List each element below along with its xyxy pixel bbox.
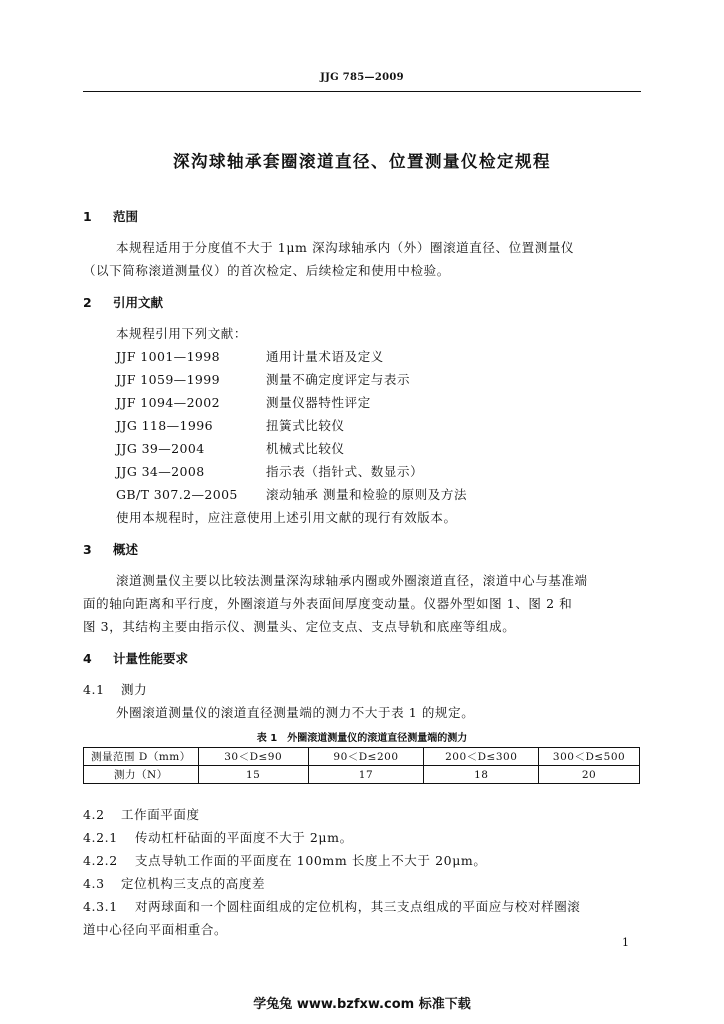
section-3-title: 概述 [113,542,139,557]
table-caption: 表 1 外圈滚道测量仪的滚道直径测量端的测力 [256,733,468,744]
subsection-number: 4.1 [83,682,105,697]
section-2-number: 2 [83,295,92,310]
reference-code: JJG 118—1996 [116,418,213,433]
section-3-line-2: 面的轴向距离和平行度，外圈滚道与外表面间厚度变动量。仪器外型如图 1、图 2 和 [83,596,573,611]
page-number: 1 [622,936,629,949]
subsection-number: 4.2.1 [83,830,118,845]
subsection-number: 4.3 [83,876,105,891]
reference-code: JJG 39—2004 [116,441,205,456]
subsection-text: 传动杠杆砧面的平面度不大于 2μm。 [135,830,353,845]
reference-item [116,416,345,434]
section-2-heading [83,293,163,311]
reference-item [116,370,410,388]
section-2-intro: 本规程引用下列文献： [116,326,248,341]
section-3-heading [83,540,138,558]
subsection-number: 4.2 [83,807,105,822]
reference-code: JJF 1001—1998 [116,349,220,364]
subsection-item [83,874,265,892]
subsection-text: 定位机构三支点的高度差 [121,876,266,891]
reference-code: JJF 1094—2002 [116,395,220,410]
header-rule [83,91,641,92]
table-header-row [84,748,640,766]
reference-code: JJF 1059—1999 [116,372,220,387]
reference-item [116,347,384,365]
reference-title: 测量不确定度评定与表示 [266,372,411,387]
reference-item [116,393,371,411]
subsection-item [83,805,200,823]
section-4-number: 4 [83,651,92,666]
section-3-line-1: 滚道测量仪主要以比较法测量深沟球轴承内圈或外圈滚道直径，滚道中心与基准端 [116,573,588,588]
subsection-title: 测力 [121,682,148,697]
reference-title: 扭簧式比较仪 [266,418,345,433]
reference-title: 机械式比较仪 [266,441,345,456]
subsection-item [83,828,353,846]
section-2-outro: 使用本规程时，应注意使用上述引用文献的现行有效版本。 [116,510,457,525]
table-cell: 20 [539,766,640,784]
subsection-text: 支点导轨工作面的平面度在 100mm 长度上不大于 20μm。 [135,853,487,868]
subsection-number: 4.2.2 [83,853,118,868]
section-1-title: 范围 [113,209,139,224]
table-row [84,766,640,784]
reference-item [116,462,423,480]
section-1-number: 1 [83,209,92,224]
section-4-heading [83,649,188,667]
section-1-line-1: 本规程适用于分度值不大于 1μm 深沟球轴承内（外）圈滚道直径、位置测量仪 [116,240,575,255]
subsection-4-1-body: 外圈滚道测量仪的滚道直径测量端的测力不大于表 1 的规定。 [116,705,475,720]
table-header-cell: 测量范围 D（mm） [84,748,199,766]
table-header-cell: 300＜D≤500 [539,748,640,766]
reference-title: 通用计量术语及定义 [266,349,384,364]
table-header-cell: 30＜D≤90 [198,748,308,766]
reference-code: GB/T 307.2—2005 [116,487,238,502]
reference-title: 指示表（指针式、数显示） [266,464,424,479]
section-1-line-2: （以下简称滚道测量仪）的首次检定、后续检定和使用中检验。 [83,263,450,278]
reference-title: 滚动轴承 测量和检验的原则及方法 [266,487,468,502]
force-table [83,747,640,784]
section-4-title: 计量性能要求 [113,651,189,666]
subsection-text: 对两球面和一个圆柱面组成的定位机构，其三支点组成的平面应与校对样圈滚 [135,899,581,914]
table-header-cell: 90＜D≤200 [308,748,424,766]
section-3-number: 3 [83,542,92,557]
subsection-item [83,851,486,869]
footer-watermark: 学兔兔 www.bzfxw.com 标准下载 [253,997,471,1012]
table-header-cell: 200＜D≤300 [424,748,539,766]
section-1-heading [83,207,138,225]
section-2-title: 引用文献 [113,295,164,310]
reference-title: 测量仪器特性评定 [266,395,371,410]
subsection-text: 工作面平面度 [121,807,200,822]
header-code: JJG 785—2009 [320,72,404,83]
section-3-line-3: 图 3，其结构主要由指示仪、测量头、定位支点、支点导轨和底座等组成。 [83,619,516,634]
subsection-4-1 [83,680,147,698]
reference-code: JJG 34—2008 [116,464,205,479]
table-cell: 15 [198,766,308,784]
subsection-continuation: 道中心径向平面相重合。 [83,922,228,937]
reference-item [116,485,467,503]
subsection-item [83,897,580,915]
table-cell: 17 [308,766,424,784]
page-title: 深沟球轴承套圈滚道直径、位置测量仪检定规程 [173,152,551,171]
subsection-number: 4.3.1 [83,899,118,914]
table-cell: 测力（N） [84,766,199,784]
reference-item [116,439,345,457]
table-cell: 18 [424,766,539,784]
